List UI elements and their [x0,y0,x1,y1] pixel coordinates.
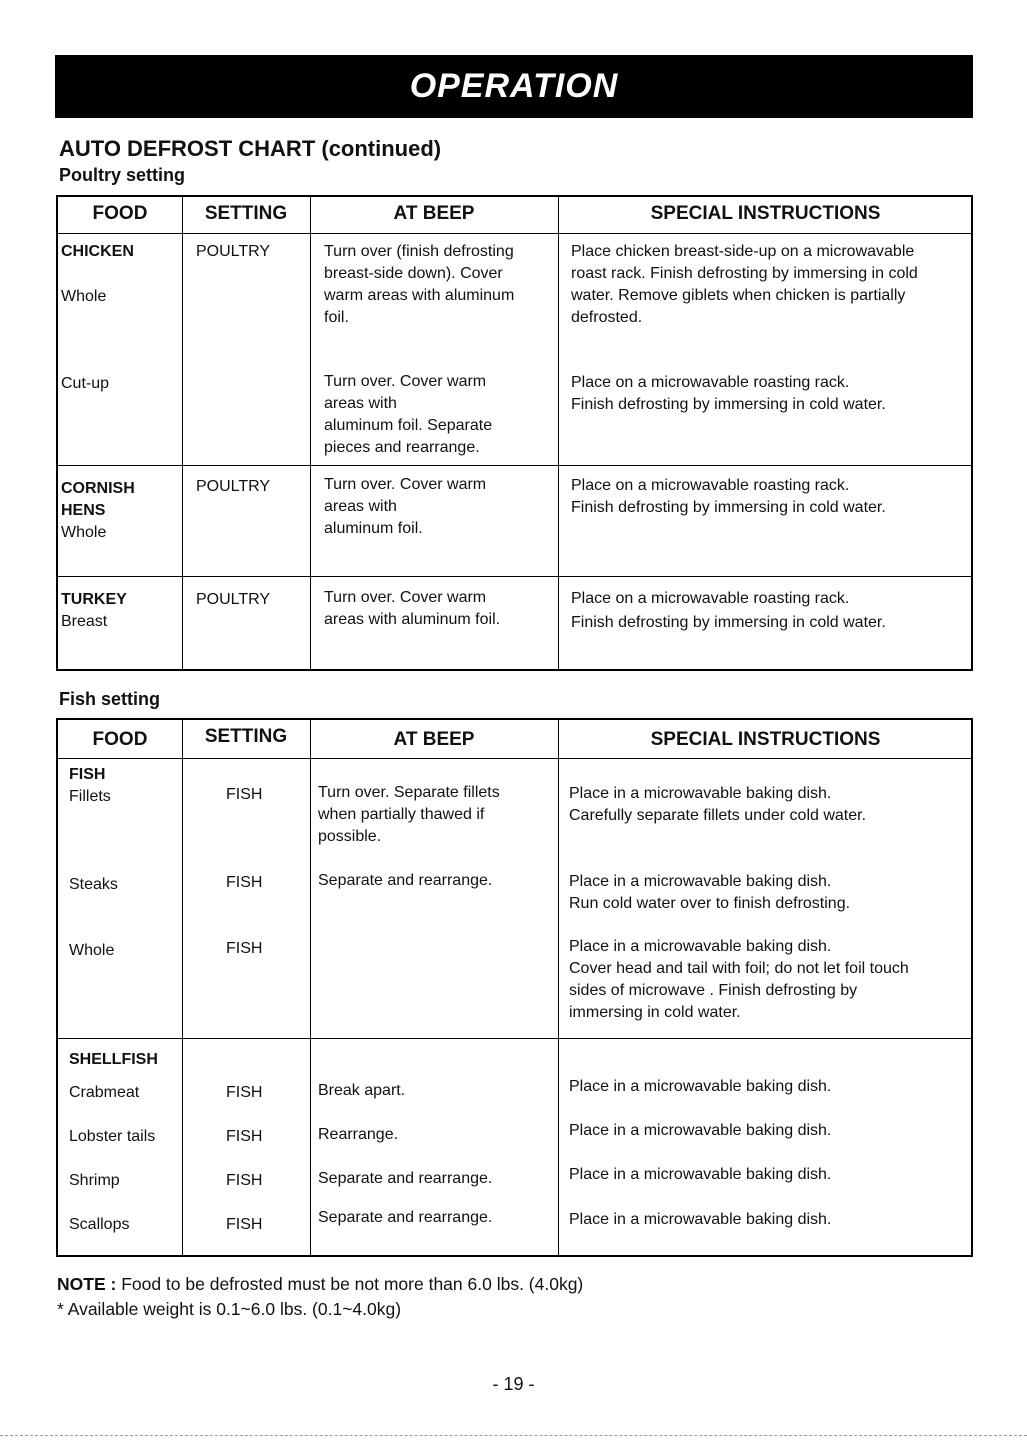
food-variant: Breast [61,613,108,630]
header-setting: SETTING [204,203,288,224]
fish-table [56,718,973,1257]
setting-value: FISH [226,874,263,891]
food-variant: Whole [69,942,115,959]
header-food: FOOD [92,203,148,224]
setting-value: FISH [226,1128,263,1145]
special-instructions-text: Place in a microwavable baking dish. Carefully separate fillets under cold water. [569,785,867,824]
food-variant: Crabmeat [69,1084,140,1101]
food-variant: Cut-up [61,375,110,392]
food-variant: Lobster tails [69,1128,156,1145]
special-instructions-text: Place in a microwavable baking dish. [569,1166,832,1183]
food-name: CORNISH [61,480,135,497]
at-beep-text: Turn over. Separate fillets when partially thawed if possible. [318,784,500,845]
at-beep-text: Break apart. [318,1082,406,1099]
poultry-subheading: Poultry setting [59,165,186,185]
special-instructions-text: Place on a microwavable roasting rack. Finish defrosting by immersing in cold water. [571,590,886,631]
cornish-hens-section [58,466,971,577]
poultry-table-header [58,197,971,234]
special-instructions-text: Place on a microwavable roasting rack. Finish defrosting by immersing in cold water. [571,374,886,413]
note-line [57,1272,583,1296]
header-at-beep: AT BEEP [393,729,475,750]
setting-value: POULTRY [196,591,271,608]
turkey-section [58,577,971,670]
food-variant: Whole [61,288,107,305]
setting-value: FISH [226,1172,263,1189]
header-special-instructions: SPECIAL INSTRUCTIONS [650,729,881,750]
food-variant: Steaks [69,876,118,893]
food-variant: Shrimp [69,1172,120,1189]
special-instructions-text: Place on a microwavable roasting rack. Finish defrosting by immersing in cold water. [571,477,886,516]
setting-value: FISH [226,786,263,803]
note-available-weight: * Available weight is 0.1~6.0 lbs. (0.1~4.0kg) [57,1299,402,1319]
special-instructions-text: Place chicken breast-side-up on a microwavable roast rack. Finish defrosting by immersing in cold water. Remove giblets when chicken is partially defrosted. [571,243,918,326]
food-variant: Whole [61,524,107,541]
setting-value: FISH [226,1084,263,1101]
special-instructions-text: Place in a microwavable baking dish. Run cold water over to finish defrosting. [569,873,851,912]
food-name: SHELLFISH [69,1051,158,1068]
header-special-instructions: SPECIAL INSTRUCTIONS [650,203,881,224]
at-beep-text: Turn over. Cover warm areas with aluminum foil. Separate pieces and rearrange. [324,373,493,456]
header-food: FOOD [92,729,148,750]
chicken-section [58,234,971,466]
food-variant: Fillets [69,788,111,805]
note-text: Food to be defrosted must be not more than 6.0 lbs. (4.0kg) [121,1274,584,1294]
food-name: FISH [69,766,106,783]
setting-value: POULTRY [196,243,271,260]
operation-banner [55,55,973,118]
page-number: - 19 - [492,1374,535,1394]
fish-section [58,759,971,1039]
poultry-table [56,195,973,671]
food-name: TURKEY [61,591,127,608]
special-instructions-text: Place in a microwavable baking dish. [569,1211,832,1228]
food-name: HENS [61,502,106,519]
special-instructions-text: Place in a microwavable baking dish. [569,1078,832,1095]
at-beep-text: Separate and rearrange. [318,872,493,889]
page-bottom-divider [0,1435,1027,1436]
fish-table-header [58,720,971,759]
at-beep-text: Separate and rearrange. [318,1170,493,1187]
special-instructions-text: Place in a microwavable baking dish. Cover head and tail with foil; do not let foil touch sides of microwave . Finish defrosting by immersing in cold water. [569,938,909,1021]
at-beep-text: Separate and rearrange. [318,1209,493,1226]
special-instructions-text: Place in a microwavable baking dish. [569,1122,832,1139]
setting-value: FISH [226,940,263,957]
shellfish-section [58,1039,971,1255]
note-label: NOTE : [57,1274,117,1294]
food-variant: Scallops [69,1216,130,1233]
header-at-beep: AT BEEP [393,203,475,224]
banner-title: OPERATION [409,67,619,105]
setting-value: POULTRY [196,478,271,495]
page-title: AUTO DEFROST CHART (continued) [59,136,442,161]
at-beep-text: Turn over. Cover warm areas with aluminum foil. [324,476,487,537]
setting-value: FISH [226,1216,263,1233]
food-name: CHICKEN [61,243,134,260]
fish-subheading: Fish setting [59,689,161,709]
at-beep-text: Turn over. Cover warm areas with aluminum foil. [324,589,501,628]
header-setting: SETTING [204,726,288,747]
at-beep-text: Turn over (finish defrosting breast-side down). Cover warm areas with aluminum foil. [324,243,515,326]
at-beep-text: Rearrange. [318,1126,399,1143]
